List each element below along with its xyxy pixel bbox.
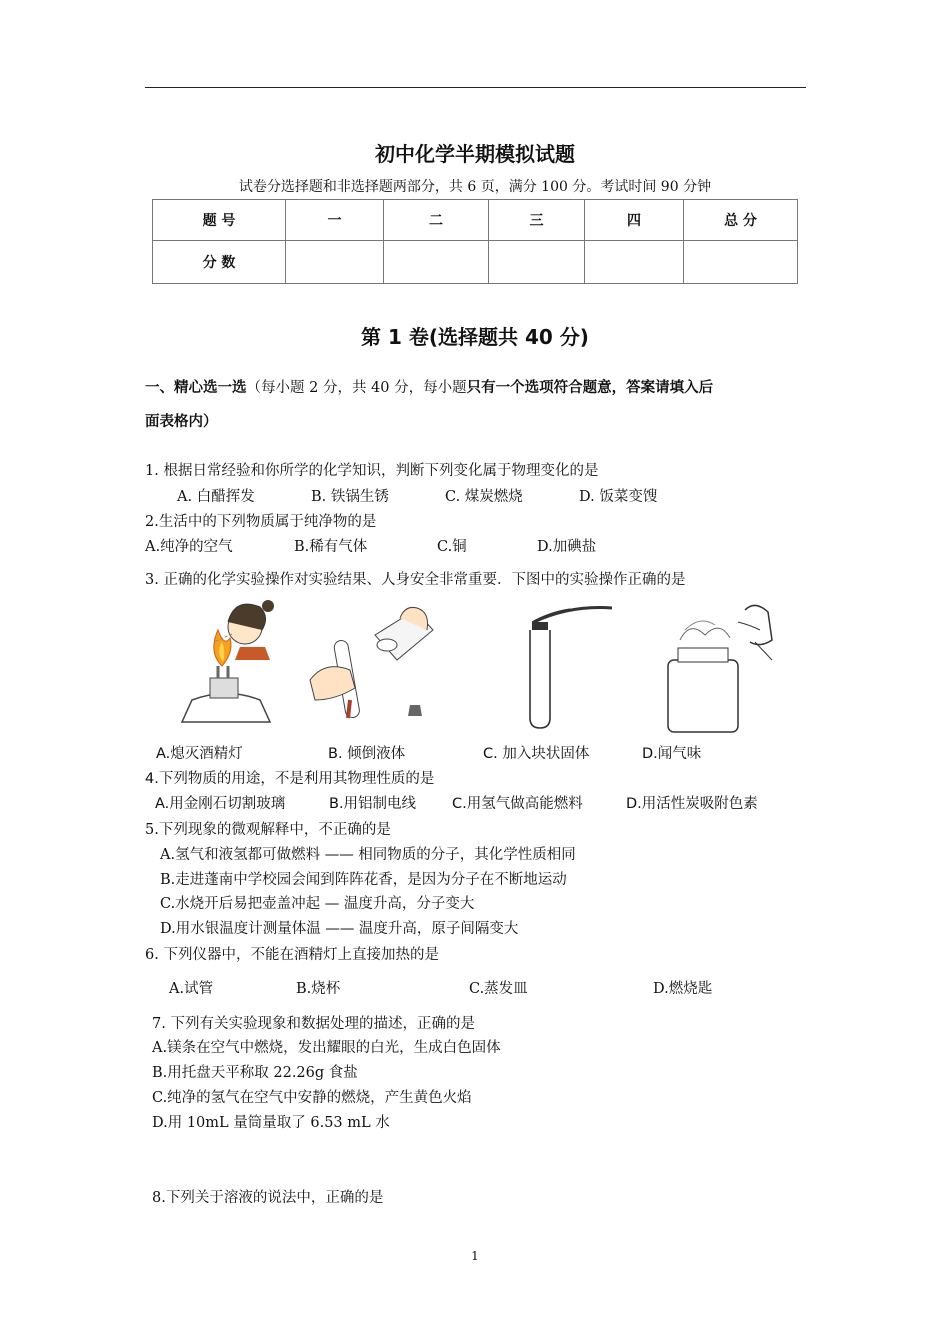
adding-solid-to-test-tube-illustration — [520, 600, 620, 730]
q7-option-d: D.用 10mL 量筒量取了 6.53 mL 水 — [152, 1115, 390, 1131]
score-header-cell: 四 — [585, 200, 684, 241]
score-header-cell: 总 分 — [684, 200, 798, 241]
q3-option-c: C. 加入块状固体 — [483, 746, 590, 762]
q4-option-c: C.用氢气做高能燃料 — [452, 796, 583, 812]
q2-option-a: A.纯净的空气 — [145, 539, 233, 555]
score-cell — [585, 241, 684, 284]
q7-option-b: B.用托盘天平称取 22.26g 食盐 — [152, 1065, 358, 1081]
q6-option-b: B.烧杯 — [296, 981, 341, 997]
q4-option-b: B.用铝制电线 — [329, 796, 417, 812]
q7-option-a: A.镁条在空气中燃烧，发出耀眼的白光，生成白色固体 — [152, 1040, 501, 1056]
q3-option-b: B. 倾倒液体 — [328, 746, 406, 762]
question-4-stem: 4.下列物质的用途，不是利用其物理性质的是 — [145, 771, 435, 787]
pouring-liquid-illustration — [305, 600, 440, 725]
q6-option-a: A.试管 — [169, 981, 214, 997]
q5-option-b: B.走进蓬南中学校园会闻到阵阵花香，是因为分子在不断地运动 — [160, 872, 567, 888]
score-cell — [684, 241, 798, 284]
exam-instructions: 试卷分选择题和非选择题两部分，共 6 页，满分 100 分。考试时间 90 分钟 — [238, 179, 712, 195]
score-table-score-row — [153, 241, 798, 284]
smelling-gas-illustration — [660, 600, 780, 735]
question-1-stem: 1. 根据日常经验和你所学的化学知识，判断下列变化属于物理变化的是 — [145, 463, 599, 479]
q7-option-c: C.纯净的氢气在空气中安静的燃烧，产生黄色火焰 — [152, 1090, 472, 1106]
q3-option-d: D.闻气味 — [642, 746, 702, 762]
q6-option-c: C.蒸发皿 — [469, 981, 528, 997]
page-title: 初中化学半期模拟试题 — [375, 142, 575, 166]
q1-option-b: B. 铁锅生锈 — [311, 489, 389, 505]
score-header-cell: 三 — [489, 200, 585, 241]
q2-option-c: C.铜 — [437, 539, 467, 555]
q4-option-a: A.用金刚石切割玻璃 — [155, 796, 286, 812]
score-row-label: 分 数 — [153, 241, 286, 284]
blowing-out-alcohol-lamp-illustration — [170, 592, 285, 727]
score-cell — [286, 241, 384, 284]
score-table — [152, 199, 798, 284]
q5-option-c: C.水烧开后易把壶盖冲起 — 温度升高，分子变大 — [160, 896, 475, 912]
page-number: 1 — [471, 1249, 479, 1263]
q2-option-d: D.加碘盐 — [537, 539, 597, 555]
section-heading-line2: 面表格内） — [145, 414, 218, 430]
section-label: 一、精心选一选 — [145, 380, 247, 396]
q1-option-c: C. 煤炭燃烧 — [445, 489, 523, 505]
question-7-stem: 7. 下列有关实验现象和数据处理的描述，正确的是 — [152, 1016, 475, 1032]
q5-option-d: D.用水银温度计测量体温 —— 温度升高，原子间隔变大 — [160, 921, 519, 937]
q3-option-a: A.熄灭酒精灯 — [156, 746, 243, 762]
q2-option-b: B.稀有气体 — [294, 539, 368, 555]
score-header-cell: 题 号 — [153, 200, 286, 241]
q1-option-a: A. 白醋挥发 — [177, 489, 255, 505]
question-5-stem: 5.下列现象的微观解释中，不正确的是 — [145, 822, 391, 838]
question-2-stem: 2.生活中的下列物质属于纯净物的是 — [145, 514, 377, 530]
score-table-header-row — [153, 200, 798, 241]
q6-option-d: D.燃烧匙 — [653, 981, 713, 997]
section-note-bold: 只有一个选项符合题意，答案请填入后 — [466, 380, 714, 396]
section-heading — [145, 376, 713, 397]
question-8-stem: 8.下列关于溶液的说法中，正确的是 — [152, 1190, 384, 1206]
volume-title: 第 1 卷(选择题共 40 分) — [361, 325, 589, 349]
score-cell — [489, 241, 585, 284]
score-header-cell: 一 — [286, 200, 384, 241]
score-header-cell: 二 — [384, 200, 489, 241]
q1-option-d: D. 饭菜变馊 — [579, 489, 658, 505]
score-cell — [384, 241, 489, 284]
header-rule — [145, 87, 806, 88]
section-note: （每小题 2 分，共 40 分，每小题 — [246, 380, 467, 396]
q4-option-d: D.用活性炭吸附色素 — [626, 796, 758, 812]
q5-option-a: A.氢气和液氢都可做燃料 —— 相同物质的分子，其化学性质相同 — [160, 847, 576, 863]
question-6-stem: 6. 下列仪器中，不能在酒精灯上直接加热的是 — [145, 947, 439, 963]
question-3-stem: 3. 正确的化学实验操作对实验结果、人身安全非常重要．下图中的实验操作正确的是 — [145, 572, 686, 588]
